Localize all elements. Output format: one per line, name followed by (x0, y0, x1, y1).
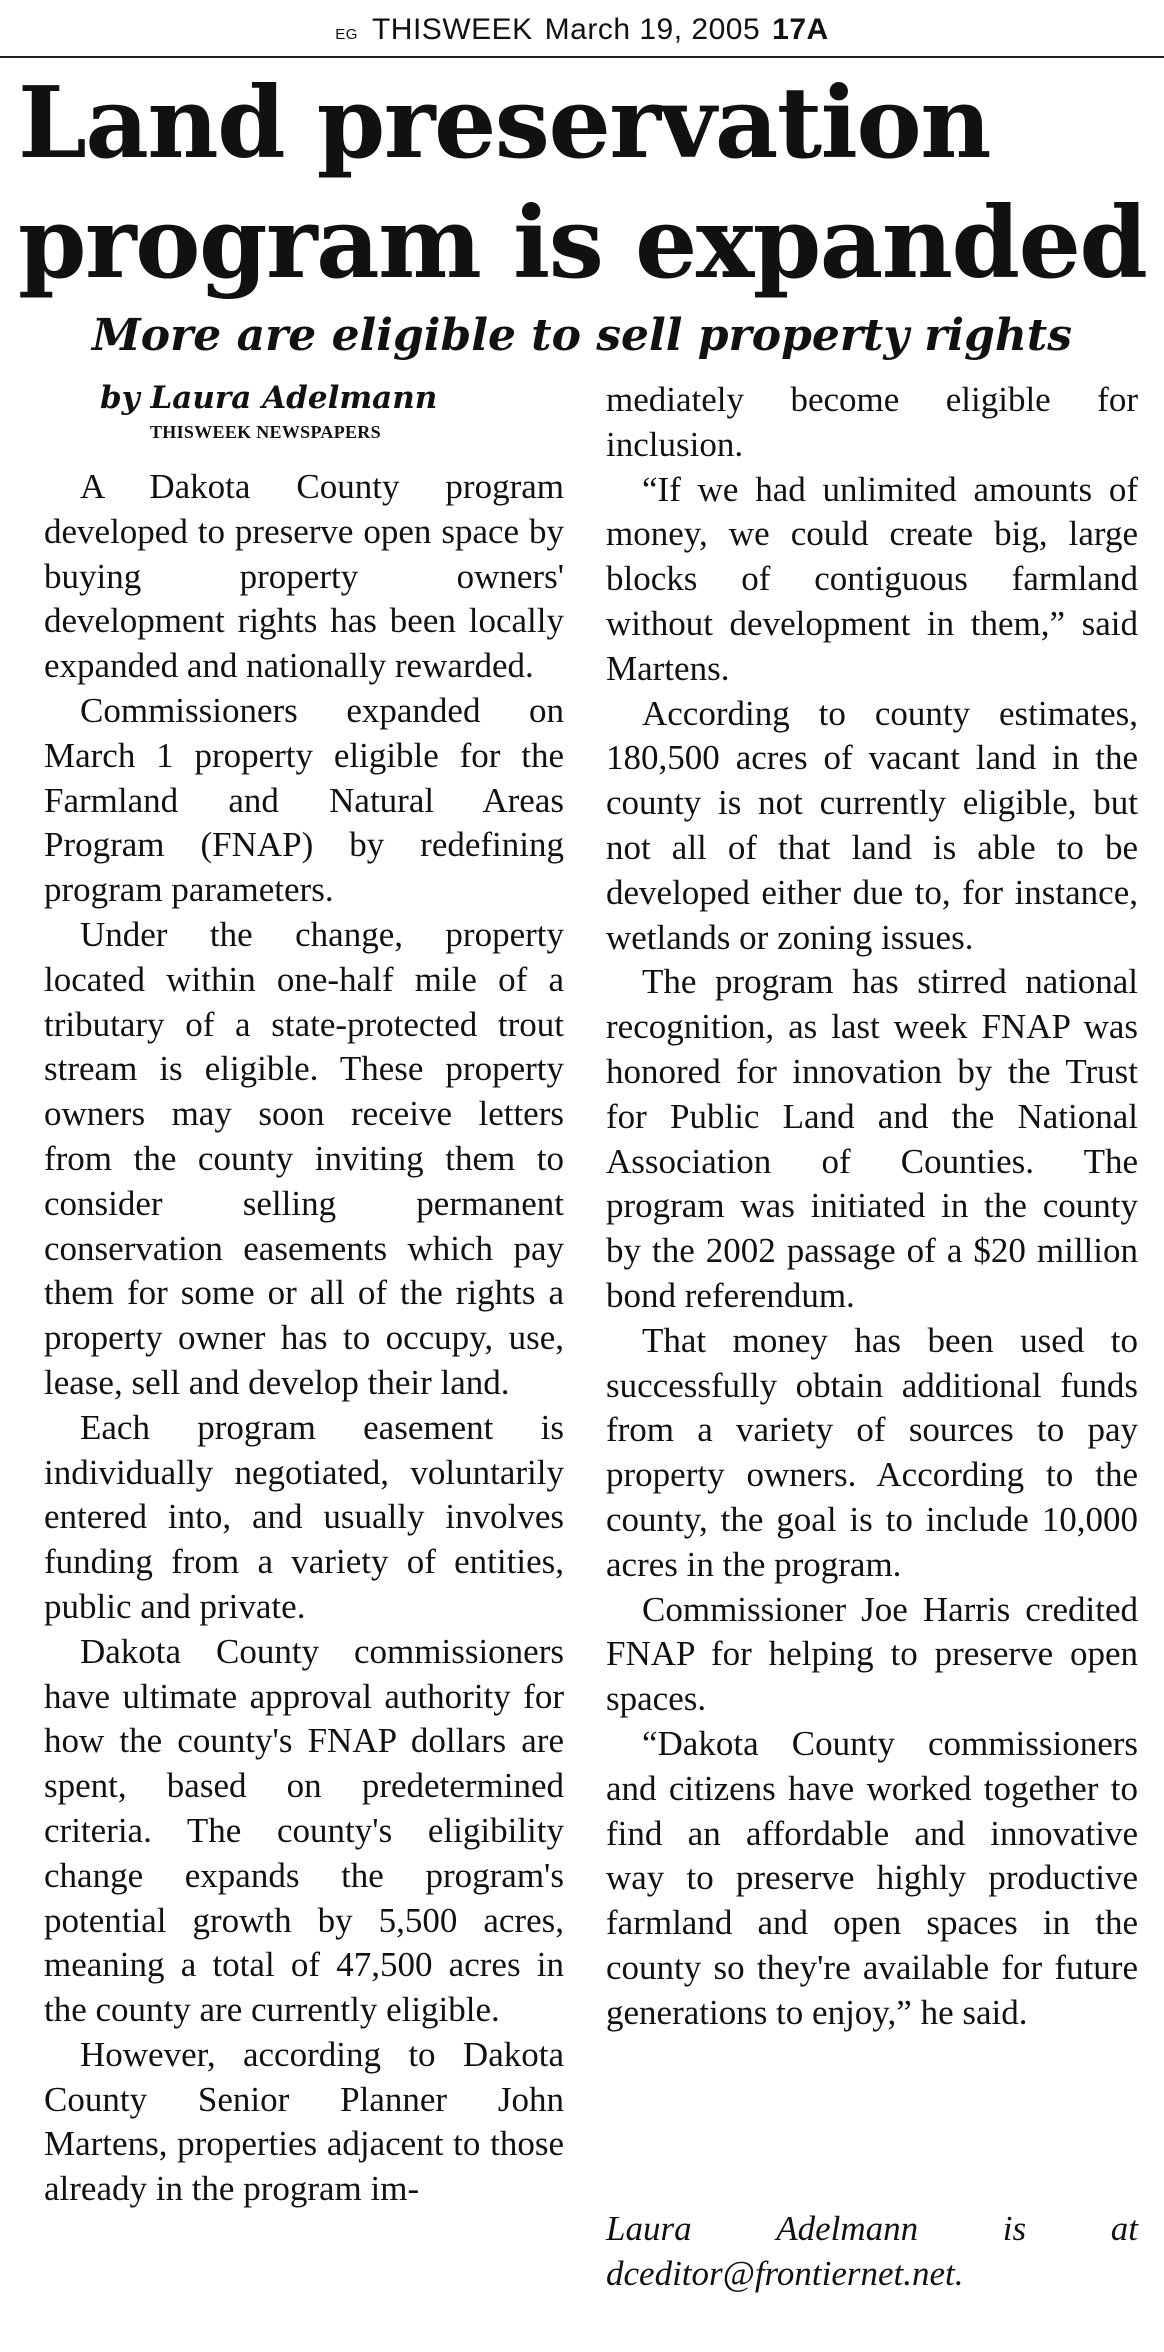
issue-date: March 19, 2005 (544, 13, 761, 46)
paragraph: “Dakota County commissioners and citizens have worked together to find an affordable and innovative way to preserve highly productive farmland and open spaces in the county so they're available for future generations to enjoy,” he said. (606, 1723, 1138, 2032)
author-last-name: Adelmann (776, 2209, 919, 2248)
article-deck: More are eligible to sell property rights (92, 310, 1072, 361)
paragraph: Dakota County commissioners have ultimate approval authority for how the county's FNAP dollars are spent, based on predetermined criteria. The county's eligibility change expands the program's potential growth by 5,500 acres, meaning a total of 47,500 acres in the county are currently eligible. (44, 1631, 564, 2030)
paragraph: Commissioners expanded on March 1 property eligible for the Farmland and Natural Areas Program (FNAP) by redefining program parameters. (44, 690, 564, 910)
paragraph: According to county estimates, 180,500 acres of vacant land in the county is not currently eligible, but not all of that land is able to be developed either due to, for instance, wetlands or zoning issues. (606, 693, 1138, 957)
paragraph: Each program easement is individually negotiated, voluntarily entered into, and usually involves funding from a variety of entities, public and private. (44, 1407, 564, 1626)
edition-code: EG (335, 26, 358, 43)
contact-word-is: is (1002, 2209, 1027, 2248)
byline: by Laura Adelmann (100, 380, 438, 416)
contact-word-at: at (1110, 2209, 1138, 2248)
author-contact (606, 2206, 1138, 2296)
article-headline (18, 64, 1148, 304)
paragraph: Commissioner Joe Harris credited FNAP for helping to preserve open spaces. (606, 1589, 1138, 1719)
byline-organization: THISWEEK NEWSPAPERS (150, 422, 381, 442)
folio-divider (0, 56, 1164, 58)
headline-line-1: Land preservation (18, 66, 991, 181)
paragraph: The program has stirred national recognition, as last week FNAP was honored for innovation by the Trust for Public Land and the National Association of Counties. The program was initiated in the county by the 2002 passage of a $20 million bond referendum. (606, 962, 1138, 1315)
paragraph: Under the change, property located within one-half mile of a tributary of a state-protected trout stream is eligible. These property owners may soon receive letters from the county inviting them to consider selling permanent conservation easements which pay them for some or all of the rights a property owner has to occupy, use, lease, sell and develop their land. (44, 914, 564, 1402)
author-email: dceditor@frontiernet.net. (606, 2254, 964, 2293)
author-first-name: Laura (606, 2209, 692, 2248)
page-number: 17A (772, 13, 829, 46)
paragraph-continuation: mediately become eligible for inclusion. (606, 380, 1138, 464)
paragraph: A Dakota County program developed to preserve open space by buying property owners' development rights has been locally expanded and nationally rewarded. (44, 467, 564, 686)
article-column-left (44, 465, 564, 2212)
article-column-right (606, 378, 1138, 2035)
paragraph: “If we had unlimited amounts of money, we could create big, large blocks of contiguous farmland without development in them,” said Martens. (606, 469, 1138, 688)
paragraph: However, according to Dakota County Senior Planner John Martens, properties adjacent to those already in the program im- (44, 2034, 564, 2209)
newspaper-name: THISWEEK (371, 13, 533, 46)
author-contact-line (606, 2206, 1138, 2251)
paragraph: That money has been used to successfully obtain additional funds from a variety of sources to pay property owners. According to the county, the goal is to include 10,000 acres in the program. (606, 1320, 1138, 1584)
headline-line-2: program is expanded (18, 186, 1147, 301)
page-folio (0, 8, 1164, 52)
